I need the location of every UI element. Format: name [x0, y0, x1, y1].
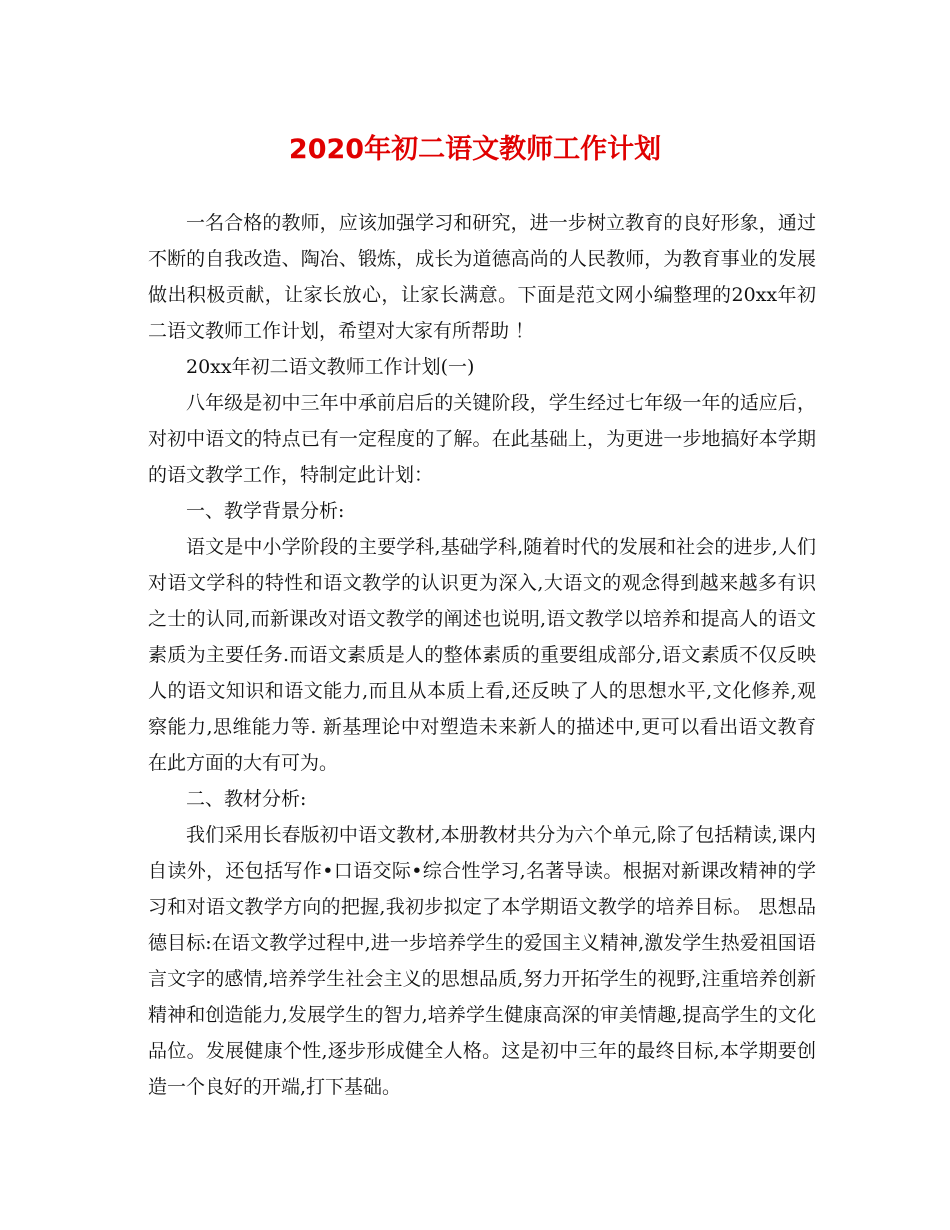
background-paragraph: 语文是中小学阶段的主要学科,基础学科,随着时代的发展和社会的进步,人们对语文学科的特性和语文教学的认识更为深入,大语文的观念得到越来越多有识之士的认同,而新课改对语文教学的阐述也说明,语文教学以培养和提高人的语文素质为主要任务.而语文素质是人的整体素质的重要组成部分,语文素质不仅反映人的语文知识和语文能力,而且从本质上看,还反映了人的思想水平,文化修养,观察能力,思维能力等. 新基理论中对塑造未来新人的描述中,更可以看出语文教育在此方面的大有可为。: [148, 536, 816, 774]
document-body: [148, 205, 816, 1105]
document-title: 2020年初二语文教师工作计划: [288, 134, 662, 165]
overview-paragraph: 八年级是初中三年中承前启后的关键阶段，学生经过七年级一年的适应后，对初中语文的特点已有一定程度的了解。在此基础上，为更进一步地搞好本学期的语文教学工作，特制定此计划：: [148, 392, 816, 486]
plan-subtitle: 20xx年初二语文教师工作计划(一): [186, 356, 475, 378]
section-heading-textbook: 二、教材分析:: [186, 788, 307, 810]
section-heading-background: 一、教学背景分析:: [186, 500, 345, 522]
textbook-paragraph: 我们采用长春版初中语文教材,本册教材共分为六个单元,除了包括精读,课内自读外，还包括写作•口语交际•综合性学习,名著导读。根据对新课改精神的学习和对语文教学方向的把握,我初步拟定了本学期语文教学的培养目标。 思想品德目标:在语文教学过程中,进一步培养学生的爱国主义精神,激发学生热爱祖国语言文字的感情,培养学生社会主义的思想品质,努力开拓学生的视野,注重培养创新精神和创造能力,发展学生的智力,培养学生健康高深的审美情趣,提高学生的文化品位。发展健康个性,逐步形成健全人格。这是初中三年的最终目标,本学期要创造一个良好的开端,打下基础。: [148, 824, 816, 1098]
intro-paragraph: 一名合格的教师，应该加强学习和研究，进一步树立教育的良好形象，通过不断的自我改造、陶冶、锻炼，成长为道德高尚的人民教师，为教育事业的发展做出积极贡献，让家长放心，让家长满意。下面是范文网小编整理的20xx年初二语文教师工作计划，希望对大家有所帮助 ！: [148, 212, 816, 342]
